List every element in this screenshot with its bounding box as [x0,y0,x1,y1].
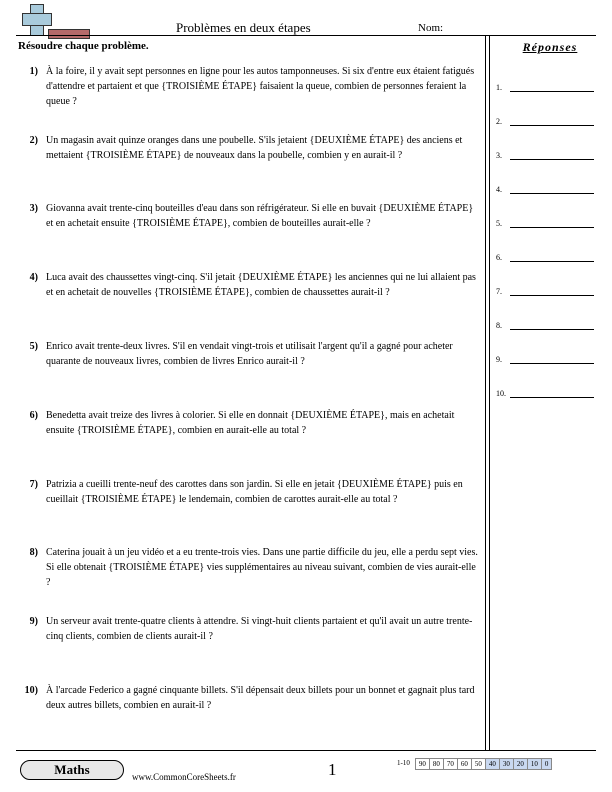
question-number: 3) [29,203,38,214]
question-text: Enrico avait trente-deux livres. S'il en vendait vingt-trois et utilisait l'argent qu'il a gagné pour acheter quarante de nouveaux livres, combien de livres Enrico aurait-il ? [46,341,453,367]
answer-label: 1. [496,83,502,92]
question-number: 2) [29,135,38,146]
question-text: Giovanna avait trente-cinq bouteilles d'eau dans son réfrigérateur. Si elle en buvait {DEUXIÈME ÉTAPE} et en achetait ensuite {TROISIÈME ÉTAPE}, combien de bouteilles aurait-elle ? [46,203,474,229]
question-text: Patrizia a cueilli trente-neuf des carottes dans son jardin. Si elle en jetait {DEUXIÈME ÉTAPE} puis en cueillait {TROISIÈME ÉTAPE} le lendemain, combien de carottes aurait-elle au total ? [46,479,463,505]
question-number: 4) [29,272,38,283]
answer-label: 10. [496,389,506,398]
score-cell: 70 [443,758,458,770]
column-divider-left [485,36,486,750]
logo-bar [48,29,90,39]
question-number: 5) [29,341,38,352]
answer-label: 5. [496,219,502,228]
answer-line[interactable] [510,193,594,194]
score-table [398,758,552,770]
question-text: Luca avait des chaussettes vingt-cinq. S'il jetait {DEUXIÈME ÉTAPE} les anciennes qui ne lui allaient pas et en achetait de nouvelles {TROISIÈME ÉTAPE}, combien de chaussettes aurait-il ? [46,272,476,298]
subject-badge: Maths [20,760,124,780]
logo-cross-horizontal [22,13,52,26]
question-number: 6) [29,410,38,421]
score-cell: 0 [541,758,553,770]
answer-row-8 [496,318,594,330]
answer-label: 6. [496,253,502,262]
column-divider-right [489,36,490,750]
answer-line[interactable] [510,125,594,126]
score-cell: 30 [499,758,514,770]
answer-label: 8. [496,321,502,330]
header-divider [16,35,596,36]
answer-row-7 [496,284,594,296]
website-url: www.CommonCoreSheets.fr [132,772,236,782]
question-text: Caterina jouait à un jeu vidéo et a eu trente-trois vies. Dans une partie difficile du jeu, elle a perdu sept vies. Si elle obtenait {TROISIÈME ÉTAPE} vies supplémentaires au niveau suivant, combien de vies aurait-elle ? [46,547,478,588]
answer-line[interactable] [510,159,594,160]
answers-title: Réponses [522,40,578,54]
question-number: 8) [29,547,38,558]
name-label: Nom: [418,22,444,34]
score-cell: 40 [485,758,500,770]
answer-label: 7. [496,287,502,296]
score-cell: 60 [457,758,472,770]
logo [22,4,56,36]
answer-label: 3. [496,151,502,160]
answer-line[interactable] [510,261,594,262]
answer-line[interactable] [510,91,594,92]
question-text: À l'arcade Federico a gagné cinquante billets. S'il dépensait deux billets pour un bonnet et gagnait plus tard deux autres billets, combien en aurait-il ? [46,685,475,711]
answer-row-1 [496,80,594,92]
question-number: 9) [29,616,38,627]
answer-label: 2. [496,117,502,126]
score-cell: 10 [527,758,542,770]
score-cell: 90 [415,758,430,770]
answer-label: 9. [496,355,502,364]
answer-row-5 [496,216,594,228]
instructions: Résoudre chaque problème. [18,40,149,52]
question-number: 10) [24,685,38,696]
question-number: 1) [29,66,38,77]
question-number: 7) [29,479,38,490]
score-cell: 50 [471,758,486,770]
page-title: Problèmes en deux étapes [176,20,311,35]
answer-line[interactable] [510,397,594,398]
score-cell: 20 [513,758,528,770]
answer-row-10 [496,386,594,398]
answer-row-3 [496,148,594,160]
answer-line[interactable] [510,363,594,364]
answer-label: 4. [496,185,502,194]
answer-line[interactable] [510,295,594,296]
answer-row-2 [496,114,594,126]
answer-line[interactable] [510,329,594,330]
score-range-label: 1-10 [397,759,410,767]
answer-line[interactable] [510,227,594,228]
score-cell: 80 [429,758,444,770]
answer-row-9 [496,352,594,364]
page-number: 1 [328,760,337,779]
question-text: Benedetta avait treize des livres à colorier. Si elle en donnait {DEUXIÈME ÉTAPE}, mais en achetait ensuite {TROISIÈME ÉTAPE}, combien en aurait-elle au total ? [46,410,455,436]
answer-row-6 [496,250,594,262]
footer-divider [16,750,596,751]
question-text: À la foire, il y avait sept personnes en ligne pour les autos tamponneuses. Si six d'entre eux étaient fatigués d'attendre et partaient et que {TROISIÈME ÉTAPE} faisaient la queue, combien de personnes feraient la queue ? [46,66,475,107]
question-text: Un serveur avait trente-quatre clients à attendre. Si vingt-huit clients partaient et qu'il avait un autre trente-cinq clients, combien de clients aurait-il ? [46,616,473,642]
answer-row-4 [496,182,594,194]
question-text: Un magasin avait quinze oranges dans une poubelle. S'ils jetaient {DEUXIÈME ÉTAPE} des anciens et mettaient {TROISIÈME ÉTAPE} de nouveaux dans la poubelle, combien y en aurait-il ? [46,135,463,161]
